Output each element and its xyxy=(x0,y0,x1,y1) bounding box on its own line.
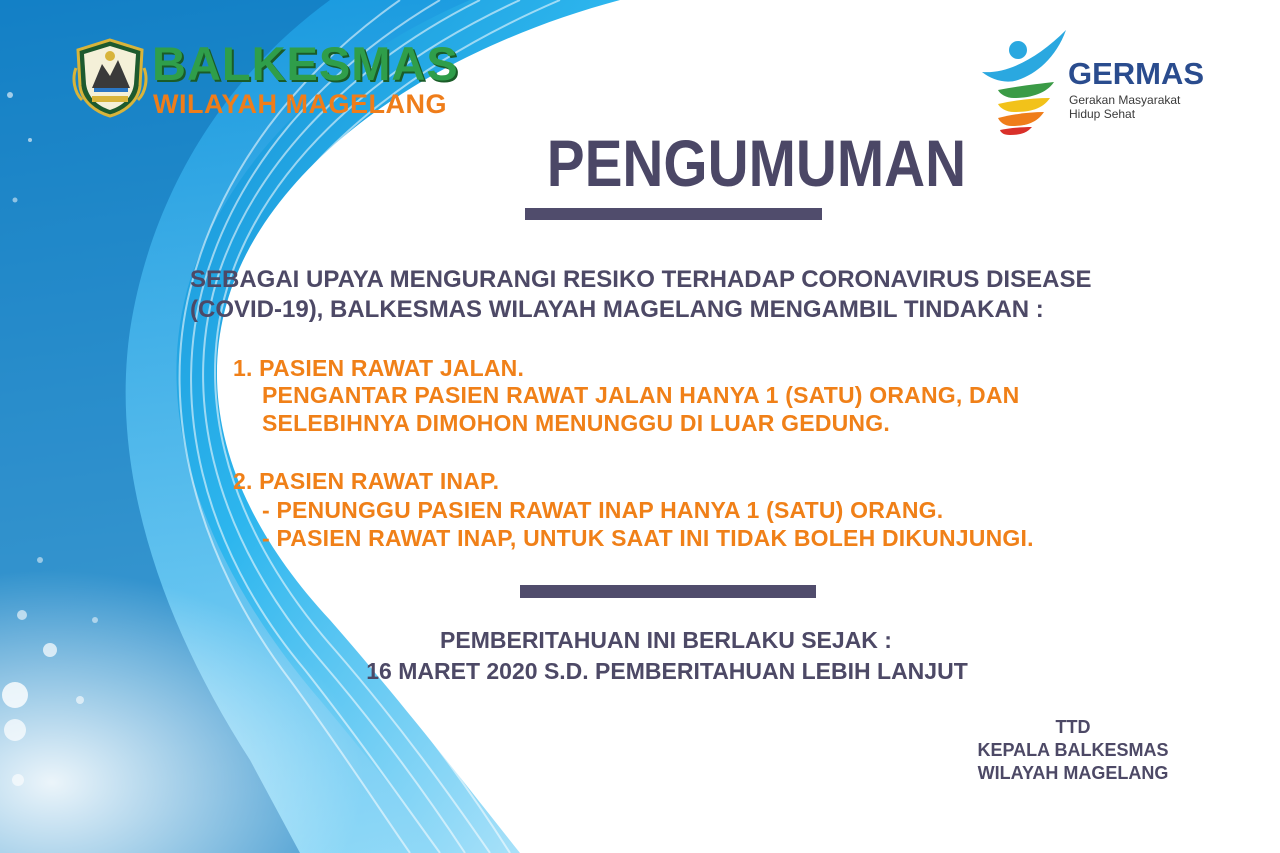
list-item-title: 1. PASIEN RAWAT JALAN. xyxy=(233,355,525,381)
intro-text: SEBAGAI UPAYA MENGURANGI RESIKO TERHADAP CORONAVIRUS DISEASE xyxy=(190,266,1092,293)
validity-date: 16 MARET 2020 S.D. PEMBERITAHUAN LEBIH LANJUT xyxy=(366,658,968,684)
central-java-crest-icon xyxy=(72,38,148,118)
germas-tagline: Hidup Sehat xyxy=(1069,107,1136,121)
list-item-text: - PASIEN RAWAT INAP, UNTUK SAAT INI TIDAK BOLEH DIKUNJUNGI. xyxy=(262,525,1034,551)
list-item-text: SELEBIHNYA DIMOHON MENUNGGU DI LUAR GEDUNG. xyxy=(262,410,890,436)
germas-tagline: Gerakan Masyarakat xyxy=(1069,93,1181,107)
heading-divider xyxy=(525,208,822,220)
brand-title: BALKESMAS xyxy=(152,37,459,90)
brand-subtitle: WILAYAH MAGELANG xyxy=(153,89,448,119)
list-item-text: PENGANTAR PASIEN RAWAT JALAN HANYA 1 (SATU) ORANG, DAN xyxy=(262,382,1020,408)
signature-line: WILAYAH MAGELANG xyxy=(977,763,1169,783)
section-divider xyxy=(520,585,816,598)
list-item-title: 2. PASIEN RAWAT INAP. xyxy=(233,468,500,494)
signature-line: KEPALA BALKESMAS xyxy=(977,740,1169,760)
announcement-heading: PENGUMUMAN xyxy=(546,126,967,200)
signature-line: TTD xyxy=(1055,717,1091,737)
intro-text: (COVID-19), BALKESMAS WILAYAH MAGELANG MENGAMBIL TINDAKAN : xyxy=(190,296,1044,323)
germas-title: GERMAS xyxy=(1068,56,1205,91)
list-item-text: - PENUNGGU PASIEN RAWAT INAP HANYA 1 (SATU) ORANG. xyxy=(262,497,944,523)
germas-figure-icon xyxy=(978,28,1070,136)
validity-notice: PEMBERITAHUAN INI BERLAKU SEJAK : xyxy=(440,627,892,653)
